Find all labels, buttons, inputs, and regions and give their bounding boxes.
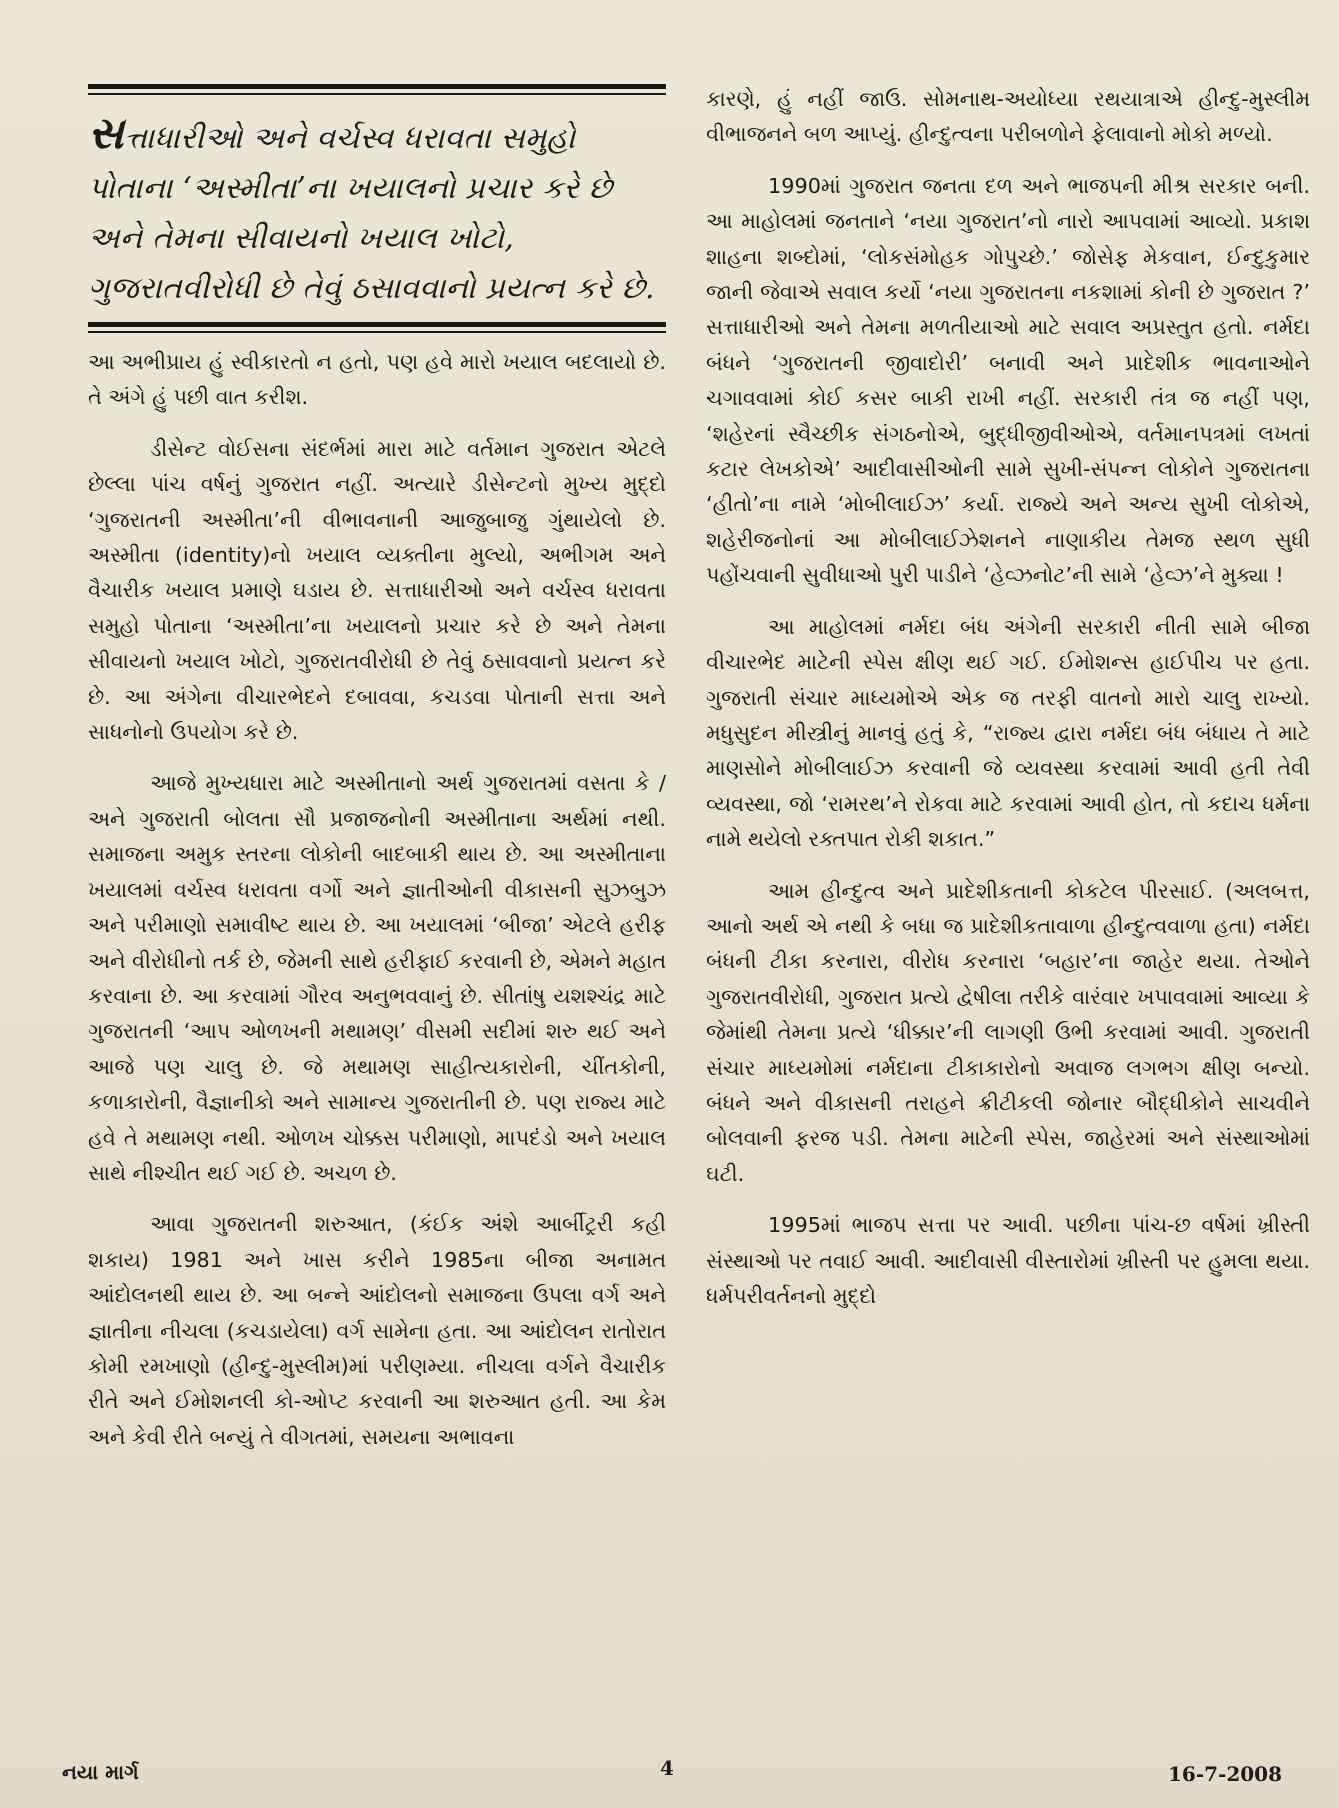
left-column-body: [88, 345, 666, 1455]
publication-name: નયા માર્ગ: [62, 1760, 139, 1784]
left-paragraph-3: આજે મુખ્યધારા માટે અસ્મીતાનો અર્થ ગુજરાતમાં વસતા કે / અને ગુજરાતી બોલતા સૌ પ્રજાજનોની અસ્મીતાના અર્થમાં નથી. સમાજના અમુક સ્તરના લોકોની બાદબાકી થાય છે. આ અસ્મીતાના ખયાલમાં વર્ચસ્વ ધરાવતા વર્ગો અને જ્ઞાતીઓની વીકાસની સુઝબુઝ અને પરીમાણો સમાવીષ્ટ થાય છે. આ ખયાલમાં ‘બીજા’ એટલે હરીફ અને વીરોધીનો તર્ક છે, જેમની સાથે હરીફાઈ કરવાની છે, એમને મહાત કરવાના છે. આ કરવામાં ગૌરવ અનુભવવાનું છે. સીતાંષુ યશશ્ચંદ્ર માટે ગુજરાતની ‘આપ ઓળખની મથામણ’ વીસમી સદીમાં શરુ થઈ અને આજે પણ ચાલુ છે. જે મથામણ સાહીત્યકારોની, ચીંતકોની, કળાકારોની, વૈજ્ઞાનીકો અને સામાન્ય ગુજરાતીની છે. પણ રાજ્ય માટે હવે તે મથામણ નથી. ઓળખ ચોક્કસ પરીમાણો, માપદંડો અને ખયાલ સાથે નીશ્ચીત થઈ ગઈ છે. અચળ છે.: [88, 771, 666, 1185]
issue-date: 16-7-2008: [1168, 1762, 1283, 1786]
left-paragraph-1: આ અભીપ્રાય હું સ્વીકારતો ન હતો, પણ હવે મારો ખયાલ બદલાયો છે. તે અંગે હું પછી વાત કરીશ.: [88, 350, 666, 410]
pullquote-rule-top: [88, 84, 666, 89]
left-paragraph-2: ડીસેન્ટ વોઈસના સંદર્ભમાં મારા માટે વર્તમાન ગુજરાત એટલે છેલ્લા પાંચ વર્ષનું ગુજરાત નહીં. અત્યારે ડીસેન્ટનો મુખ્ય મુદ્દો ‘ગુજરાતની અસ્મીતા’ની વીભાવનાની આજુબાજુ ગુંથાયેલો છે. અસ્મીતા (identity)નો ખયાલ વ્યક્તીના મુલ્યો, અભીગમ અને વૈચારીક ખયાલ પ્રમાણે ઘડાય છે. સત્તાધારીઓ અને વર્ચસ્વ ધરાવતા સમુહો પોતાના ‘અસ્મીતા’ના ખયાલનો પ્રચાર કરે છે અને તેમના સીવાયનો ખયાલ ખોટો, ગુજરાતવીરોધી છે તેવું ઠસાવવાનો પ્રયત્ન કરે છે. આ અંગેના વીચારભેદને દબાવવા, કચડવા પોતાની સત્તા અને સાધનોનો ઉપયોગ કરે છે.: [88, 436, 666, 745]
right-paragraph-5: 1995માં ભાજપ સત્તા પર આવી. પછીના પાંચ-છ વર્ષમાં ખ્રીસ્તી સંસ્થાઓ પર તવાઈ આવી. આદીવાસી વીસ્તારોમાં ખ્રીસ્તી પર હુમલા થયા. ધર્મપરીવર્તનનો મુદ્દો: [706, 1213, 1310, 1308]
pullquote: [88, 109, 666, 314]
pullquote-rule-top-thin: [88, 93, 666, 95]
page-footer: [0, 1754, 1339, 1794]
page-number: 4: [660, 1756, 674, 1780]
pullquote-rule-bottom: [88, 322, 666, 327]
right-paragraph-3: આ માહોલમાં નર્મદા બંધ અંગેની સરકારી નીતી સામે બીજા વીચારભેદ માટેની સ્પેસ ક્ષીણ થઈ ગઈ. ઈમોશન્સ હાઈપીચ પર હતા. ગુજરાતી સંચાર માધ્યમોએ એક જ તરફી વાતનો મારો ચાલુ રાખ્યો. મધુસુદન મીસ્ત્રીનું માનવું હતું કે, “રાજ્ય દ્વારા નર્મદા બંધ બંધાય તે માટે માણસોને મોબીલાઈઝ કરવાની જે વ્યવસ્થા કરવામાં આવી હતી તેવી વ્યવસ્થા, જો ‘રામરથ’ને રોકવા માટે કરવામાં આવી હોત, તો કદાચ ધર્મના નામે થયેલો રક્તપાત રોકી શકાત.”: [706, 614, 1310, 852]
left-column: [88, 84, 666, 1455]
left-paragraph-4: આવા ગુજરાતની શરુઆત, (કંઈક અંશે આર્બીટ્રરી કહી શકાય) 1981 અને ખાસ કરીને 1985ના બીજા અનામત આંદોલનથી થાય છે. આ બન્ને આંદોલનો સમાજના ઉપલા વર્ગ અને જ્ઞાતીના નીચલા (કચડાયેલા) વર્ગ સામેના હતા. આ આંદોલન રાતોરાત કોમી રમખાણો (હીન્દુ-મુસ્લીમ)માં પરીણમ્યા. નીચલા વર્ગને વૈચારીક રીતે અને ઈમોશનલી કો-ઓપ્ટ કરવાની આ શરુઆત હતી. આ કેમ અને કેવી રીતે બન્યું તે વીગતમાં, સમયના અભાવના: [88, 1212, 666, 1449]
right-paragraph-2: 1990માં ગુજરાત જનતા દળ અને ભાજપની મીશ્ર સરકાર બની. આ માહોલમાં જનતાને ‘નયા ગુજરાત’નો નારો આપવામાં આવ્યો. પ્રકાશ શાહના શબ્દોમાં, ‘લોકસંમોહક ગોપુચ્છે.’ જોસેફ મેકવાન, ઈન્દુકુમાર જાની જેવાએ સવાલ કર્યો ‘નયા ગુજરાતના નકશામાં કોની છે ગુજરાત ?’ સત્તાધારીઓ અને તેમના મળતીયાઓ માટે સવાલ અપ્રસ્તુત હતો. નર્મદા બંધને ‘ગુજરાતની જીવાદોરી’ બનાવી અને પ્રાદેશીક ભાવનાઓને ચગાવવામાં કોઈ કસર બાકી રાખી નહીં. સરકારી તંત્ર જ નહીં પણ, ‘શહેરનાં સ્વૈચ્છીક સંગઠનોએ, બુદ્ધીજીવીઓએ, વર્તમાનપત્રમાં લખતાં કટાર લેખકોએ’ આદીવાસીઓની સામે સુખી-સંપન્ન લોકોને ગુજરાતના ‘હીતો’ના નામે ‘મોબીલાઈઝ’ કર્યા. રાજ્યે અને અન્ય સુખી લોકોએ, શહેરીજનોનાં આ મોબીલાઈઝેશનને નાણાકીય તેમજ સ્થળ સુધી પહોંચવાની સુવીધાઓ પુરી પાડીને ‘હેવ્ઝનોટ’ની સામે ‘હેવ્ઝ’ને મુક્યા !: [706, 173, 1310, 588]
right-column: [706, 82, 1310, 1314]
pullquote-rule-bottom-thin: [88, 331, 666, 333]
pullquote-text: ત્તાધારીઓ અને વર્ચસ્વ ધરાવતા સમુહો પોતાના ‘અસ્મીતા’ના ખયાલનો પ્રચાર કરે છે અને તેમના સીવાયનો ખયાલ ખોટો, ગુજરાતવીરોધી છે તેવું ઠસાવવાનો પ્રયત્ન કરે છે.: [88, 121, 655, 306]
pullquote-rule-bottom-block: [88, 322, 666, 333]
right-paragraph-1: કારણે, હું નહીં જાઉ. સોમનાથ-અયોધ્યા રથયાત્રાએ હીન્દુ-મુસ્લીમ વીભાજનને બળ આપ્યું. હીન્દુત્વના પરીબળોને ફેલાવાનો મોકો મળ્યો.: [706, 87, 1310, 147]
right-paragraph-4: આમ હીન્દુત્વ અને પ્રાદેશીકતાની કોકટેલ પીરસાઈ. (અલબત્ત, આનો અર્થ એ નથી કે બધા જ પ્રાદેશીકતાવાળા હીન્દુત્વવાળા હતા) નર્મદા બંધની ટીકા કરનારા, વીરોધ કરનારા ‘બહાર’ના જાહેર થયા. તેઓને ગુજરાતવીરોધી, ગુજરાત પ્રત્યે દ્વેષીલા તરીકે વારંવાર ખપાવવામાં આવ્યા કે જેમાંથી તેમના પ્રત્યે ‘ધીક્કાર’ની લાગણી ઉભી કરવામાં આવી. ગુજરાતી સંચાર માધ્યમોમાં નર્મદાના ટીકાકારોનો અવાજ લગભગ ક્ષીણ બન્યો. બંધને અને વીકાસની તરાહને ક્રીટીકલી જોનાર બૌદ્ધીકોને સાચવીને બોલવાની ફરજ પડી. તેમના માટેની સ્પેસ, જાહેરમાં અને સંસ્થાઓમાં ઘટી.: [706, 878, 1310, 1186]
pullquote-dropcap: સ: [88, 108, 124, 159]
